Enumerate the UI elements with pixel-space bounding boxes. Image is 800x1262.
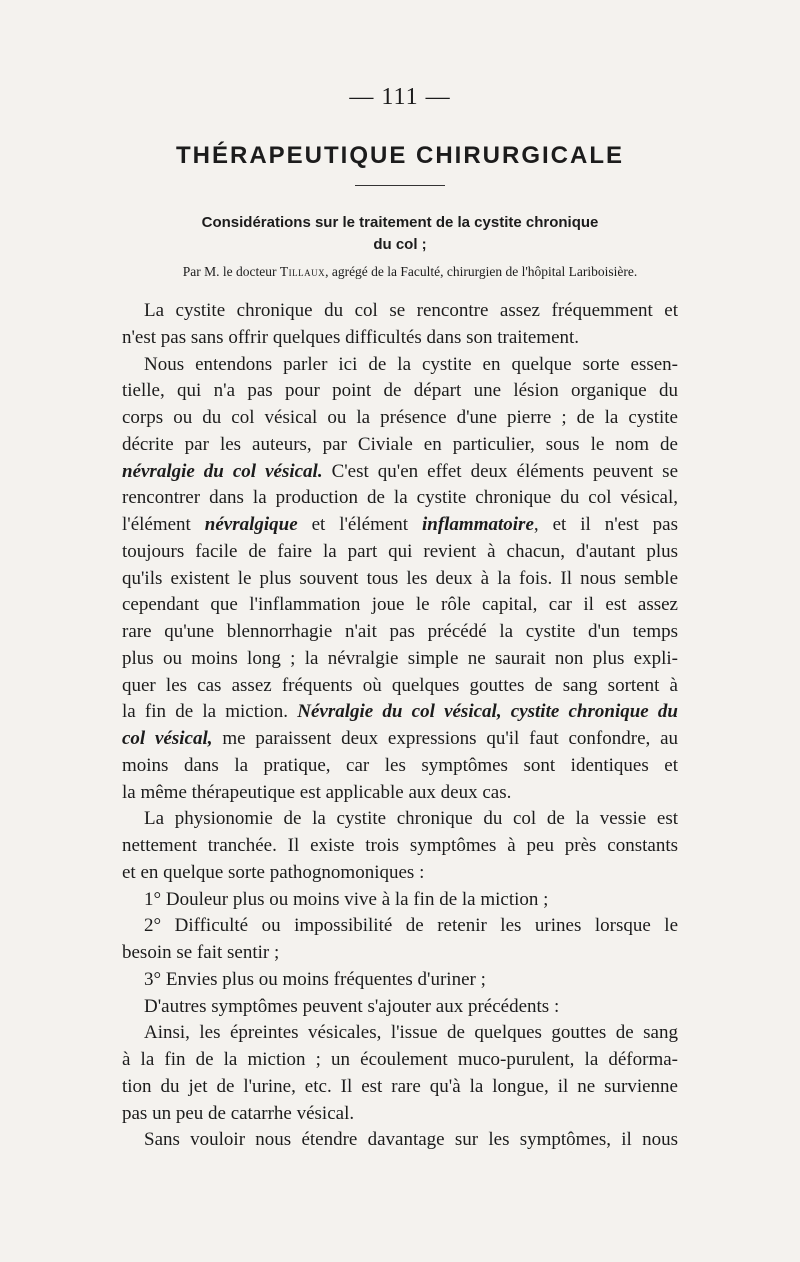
text-line: n'est pas sans offrir quelques difficultés dans son traitement. [122,326,580,348]
text-line: corps ou du col vésical ou la présence d'une pierre ; de la cystite [122,407,678,428]
text-line: col vésical, me paraissent deux expressions qu'il faut confondre, au [122,728,678,749]
text-line: névralgie du col vésical. C'est qu'en effet deux éléments peuvent se [122,460,678,482]
text-line: tielle, qui n'a pas pour point de départ une lésion organique du [122,380,678,402]
text-line: tion du jet de l'urine, etc. Il est rare qu'à la longue, il ne survienne [122,1075,678,1097]
text-line: Ainsi, les épreintes vésicales, l'issue de quelques gouttes de sang [144,1022,678,1044]
article-title-line: Considérations sur le traitement de la cystite chronique [201,214,599,231]
text-line: décrite par les auteurs, par Civiale en particulier, sous le nom de [122,433,678,455]
text-line: la même thérapeutique est applicable aux deux cas. [122,781,512,803]
text-line: 3° Envies plus ou moins fréquentes d'uriner ; [144,968,486,990]
byline-suffix: , agrégé de la Faculté, chirurgien de l'hôpital Lariboisière. [325,264,638,279]
text-line: quer les cas assez fréquents où quelques gouttes de sang sortent à [122,674,678,696]
text-line: La cystite chronique du col se rencontre assez fréquemment et [144,300,678,321]
text-line: 2° Difficulté ou impossibilité de retenir les urines lorsque le [144,915,678,937]
byline-author: Tillaux [279,264,326,279]
text-line: 1° Douleur plus ou moins vive à la fin de la miction ; [144,888,549,910]
text-line: rare qu'une blennorrhagie n'ait pas précédé la cystite d'un temps [122,621,678,642]
article-title [130,212,670,256]
text-line: et en quelque sorte pathognomoniques : [122,861,425,883]
text-line: toujours facile de faire la part qui revient à chacun, d'autant plus [122,540,678,562]
text-line: qu'ils existent le plus souvent tous les deux à la fois. Il nous semble [122,567,678,589]
text-line: à la fin de la miction ; un écoulement muco-purulent, la déforma- [122,1049,678,1070]
text-line: moins dans la pratique, car les symptômes sont identiques et [122,754,678,776]
page-number: — 111 — [349,84,451,110]
title-divider [355,185,445,186]
text-line: plus ou moins long ; la névralgie simple ne saurait non plus expli- [122,647,678,669]
article-title-line: du col ; [373,236,427,253]
section-title: THÉRAPEUTIQUE CHIRURGICALE [175,142,624,169]
text-line: La physionomie de la cystite chronique du col de la vessie est [144,808,678,830]
text-line: l'élément névralgique et l'élément inflammatoire, et il n'est pas [122,514,678,535]
text-line: pas un peu de catarrhe vésical. [122,1102,355,1124]
text-line: rencontrer dans la production de la cystite chronique du col vésical, [122,487,678,509]
text-line: Sans vouloir nous étendre davantage sur les symptômes, il nous [144,1129,678,1151]
byline-prefix: Par M. le docteur [182,264,277,279]
byline [110,264,710,280]
text-line: la fin de la miction. Névralgie du col vésical, cystite chronique du [122,701,678,723]
text-line: besoin se fait sentir ; [122,942,280,963]
text-line: D'autres symptômes peuvent s'ajouter aux précédents : [144,995,560,1017]
text-line: nettement tranchée. Il existe trois symptômes à peu près constants [122,835,678,856]
text-line: Nous entendons parler ici de la cystite en quelque sorte essen- [144,353,678,375]
body-text [122,298,678,1154]
text-line: cependant que l'inflammation joue le rôle capital, car il est assez [122,594,678,616]
